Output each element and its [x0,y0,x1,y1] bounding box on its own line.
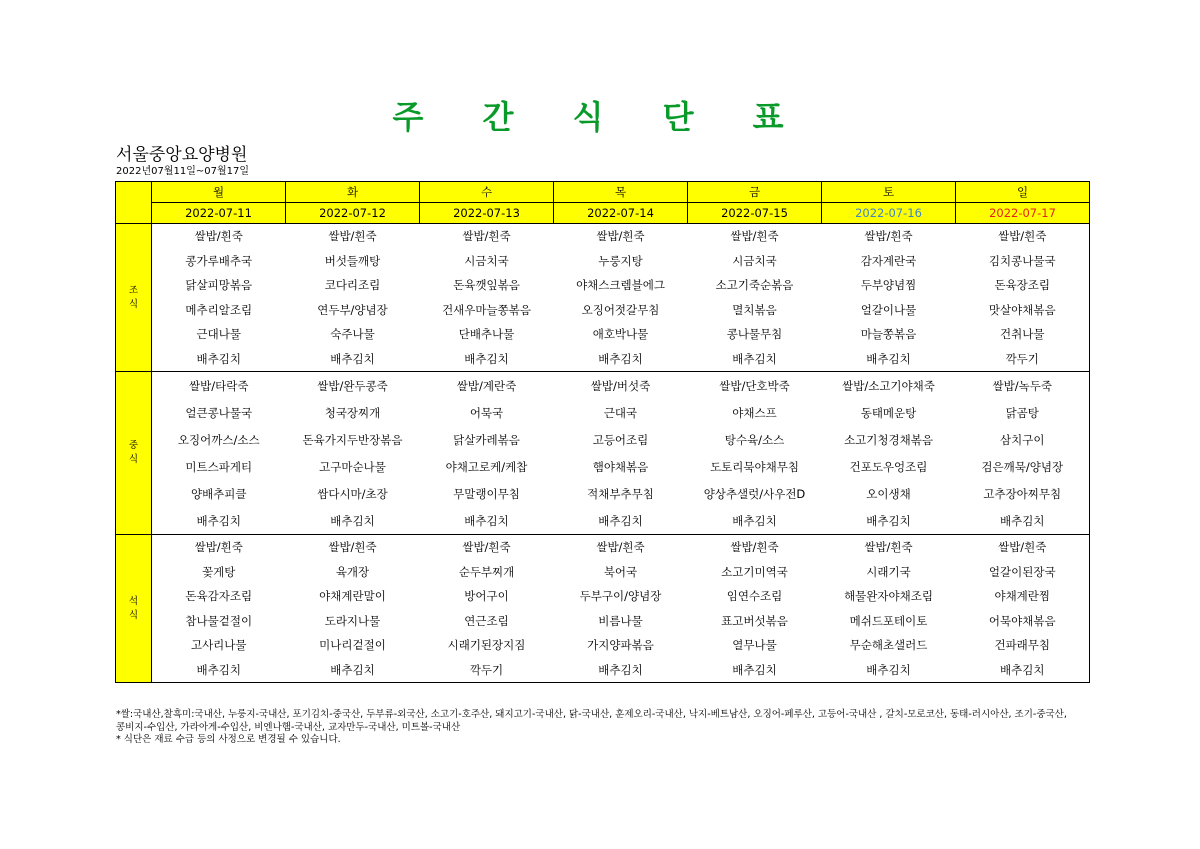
day-date: 2022-07-13 [420,203,554,224]
menu-item: 탕수육/소스 [724,432,785,447]
day-date: 2022-07-17 [956,203,1090,224]
menu-row [116,273,1090,298]
menu-item: 배추김치 [152,347,286,372]
menu-item: 고추장아찌무침 [956,480,1090,507]
menu-item: 미나리겉절이 [319,638,386,653]
menu-row [116,609,1090,634]
menu-item: 동태메운탕 [860,405,917,420]
menu-item: 깍두기 [956,347,1090,372]
menu-item: 버섯들깨탕 [324,253,381,268]
menu-row [116,426,1090,453]
menu-item: 쌀밥/녹두죽 [956,372,1090,400]
menu-item: 야채스크렘블에그 [576,278,665,293]
menu-item: 메추리알조림 [185,302,253,317]
menu-item: 배추김치 [822,658,956,683]
menu-item: 근대국 [603,405,638,420]
menu-item: 닭살카레볶음 [453,432,520,447]
menu-item: 메쉬드포테이토 [849,613,928,628]
menu-item: 돈육가지두반장볶음 [302,432,403,447]
menu-item: 어묵국 [469,405,504,420]
menu-item: 가지양파볶음 [587,638,654,653]
menu-item: 고구마순나물 [319,459,386,474]
menu-item: 어묵야채볶음 [956,609,1090,634]
menu-item: 오징어까스/소스 [177,432,260,447]
menu-item: 쌀밥/흰죽 [822,535,956,560]
menu-item: 얼큰콩나물국 [185,405,253,420]
menu-item: 근대나물 [196,327,241,342]
menu-item: 쌀밥/단호박죽 [688,372,822,400]
menu-item: 닭곰탕 [956,399,1090,426]
dinner-section [116,535,1090,683]
menu-item: 배추김치 [152,658,286,683]
menu-item: 건취나물 [956,322,1090,347]
menu-item: 쌀밥/흰죽 [956,535,1090,560]
menu-item: 양배추피클 [190,486,247,501]
menu-row [116,535,1090,560]
menu-item: 건포도우엉조림 [849,459,928,474]
day-name: 일 [956,182,1090,203]
menu-item: 배추김치 [420,507,554,535]
menu-item: 배추김치 [688,507,822,535]
menu-item: 연두부/양념장 [317,302,388,317]
menu-row [116,249,1090,274]
menu-row [116,298,1090,323]
day-name: 목 [554,182,688,203]
menu-item: 야채스프 [732,405,777,420]
menu-item: 얼갈이나물 [860,302,917,317]
menu-row [116,507,1090,535]
menu-item: 배추김치 [286,507,420,535]
menu-row [116,372,1090,400]
menu-item: 배추김치 [286,347,420,372]
lunch-section [116,372,1090,535]
menu-item: 무순해초샐러드 [849,638,928,653]
day-name: 금 [688,182,822,203]
menu-item: 코다리조림 [324,278,381,293]
menu-item: 배추김치 [152,507,286,535]
day-name-row [116,182,1090,203]
menu-item: 배추김치 [554,658,688,683]
menu-row [116,633,1090,658]
menu-item: 애호박나물 [592,327,649,342]
menu-item: 도라지나물 [324,613,381,628]
menu-item: 방어구이 [464,589,509,604]
meal-label-char: 식 [128,298,139,310]
menu-item: 야채고로케/케찹 [445,459,528,474]
menu-item: 쌀밥/흰죽 [152,224,286,249]
hospital-name: 서울중앙요양병원 [116,145,248,165]
menu-item: 숙주나물 [330,327,375,342]
menu-item: 쌀밥/타락죽 [152,372,286,400]
menu-item: 배추김치 [822,507,956,535]
menu-period: 2022년07월11일~07월17일 [116,166,250,177]
menu-item: 해물완자야채조림 [844,589,933,604]
meal-label-char: 식 [128,454,139,465]
menu-item: 배추김치 [956,658,1090,683]
menu-item: 배추김치 [286,658,420,683]
menu-item: 쌀밥/소고기야채죽 [822,372,956,400]
day-date: 2022-07-15 [688,203,822,224]
menu-item: 건파래무침 [956,633,1090,658]
meal-label [116,372,152,535]
meal-label [116,535,152,683]
menu-item: 북어국 [603,564,638,579]
day-name: 화 [286,182,420,203]
menu-item: 돈육장조림 [956,273,1090,298]
menu-item: 배추김치 [956,507,1090,535]
menu-item: 쌀밥/완두콩죽 [286,372,420,400]
day-date: 2022-07-14 [554,203,688,224]
menu-row [116,560,1090,585]
menu-item: 배추김치 [554,507,688,535]
menu-item: 콩가루배추국 [185,253,253,268]
menu-item: 쌀밥/흰죽 [822,224,956,249]
weekly-menu-table [115,181,1090,683]
menu-item: 맛살야채볶음 [956,298,1090,323]
menu-item: 쌀밥/흰죽 [420,535,554,560]
day-name: 수 [420,182,554,203]
menu-item: 배추김치 [688,347,822,372]
menu-item: 소고기미역국 [721,564,788,579]
menu-item: 검은깨묵/양념장 [956,453,1090,480]
menu-item: 표고버섯볶음 [721,613,788,628]
menu-item: 단배추나물 [458,327,515,342]
menu-item: 누룽지탕 [598,253,643,268]
menu-row [116,658,1090,683]
notes [116,709,1076,747]
menu-item: 미트스파게티 [185,459,253,474]
menu-item: 적채부추무침 [587,486,654,501]
menu-item: 배추김치 [822,347,956,372]
menu-item: 감자계란국 [860,253,917,268]
meal-label [116,224,152,372]
menu-item: 쌀밥/흰죽 [688,535,822,560]
menu-row [116,322,1090,347]
menu-item: 김치콩나물국 [956,249,1090,274]
menu-row [116,347,1090,372]
menu-item: 두부구이/양념장 [579,589,662,604]
menu-item: 삼치구이 [956,426,1090,453]
menu-item: 비름나물 [598,613,643,628]
menu-item: 깍두기 [420,658,554,683]
menu-item: 고사리나물 [190,638,247,653]
menu-item: 시금치국 [464,253,509,268]
menu-item: 돈육깻잎볶음 [453,278,520,293]
menu-item: 닭살피망볶음 [185,278,253,293]
menu-item: 도토리묵야채무침 [710,459,799,474]
menu-item: 돈육감자조림 [185,589,253,604]
menu-item: 쌀밥/흰죽 [554,224,688,249]
menu-item: 건새우마늘쫑볶음 [442,302,531,317]
day-name: 월 [152,182,286,203]
menu-item: 두부양념찜 [860,278,917,293]
breakfast-section [116,224,1090,372]
menu-item: 오이생채 [866,486,911,501]
menu-row [116,584,1090,609]
menu-item: 쌀밥/흰죽 [554,535,688,560]
menu-item: 무말랭이무침 [453,486,520,501]
menu-item: 마늘쫑볶음 [860,327,917,342]
meal-label-char: 중 [128,440,139,451]
menu-item: 쌀밥/흰죽 [286,535,420,560]
menu-item: 쌀밥/버섯죽 [554,372,688,400]
menu-item: 배추김치 [688,658,822,683]
menu-item: 시래기된장지짐 [447,638,526,653]
menu-item: 배추김치 [420,347,554,372]
menu-row [116,453,1090,480]
day-date: 2022-07-11 [152,203,286,224]
menu-item: 꽃게탕 [202,564,236,579]
header-corner [116,182,152,224]
menu-item: 쌈다시마/초장 [317,486,388,501]
menu-item: 야채계란찜 [956,584,1090,609]
menu-item: 고등어조림 [592,432,649,447]
origin-note: *쌀:국내산,찰흑미:국내산, 누룽지-국내산, 포기김치-중국산, 두부류-외국산, 소고기-호주산, 돼지고기-국내산, 닭-국내산, 훈제오리-국내산, 낙지-베트남산, 오징어-페루산, 고등어-국내산 , 갈치-모로코산, 동태-러시아산, 조기-중국산, 콩비지-수입산, 가라아게-수입산, 비엔나햄-국내산, 교자만두-국내산, 미트볼-국내산 [116,709,1067,733]
menu-row [116,480,1090,507]
menu-item: 얼갈이된장국 [956,560,1090,585]
menu-item: 양상추샐럿/사우전D [703,486,806,501]
meal-label-char: 조 [128,284,139,296]
meal-label-char: 식 [128,609,139,621]
page-title: 주 간 식 단 표 [392,98,808,136]
meal-label-char: 석 [128,595,139,607]
menu-item: 콩나물무침 [726,327,783,342]
menu-item: 소고기청경채볶음 [844,432,933,447]
menu-row [116,224,1090,249]
menu-item: 연근조림 [464,613,509,628]
menu-item: 청국장찌개 [324,405,381,420]
menu-item: 시래기국 [866,564,911,579]
menu-item: 소고기죽순볶음 [715,278,794,293]
menu-item: 순두부찌개 [458,564,515,579]
menu-item: 배추김치 [554,347,688,372]
menu-item: 야채계란말이 [319,589,386,604]
menu-item: 쌀밥/흰죽 [152,535,286,560]
menu-item: 햄야채볶음 [592,459,649,474]
menu-item: 멸치볶음 [732,302,777,317]
date-row [116,203,1090,224]
menu-item: 임연수조림 [726,589,783,604]
menu-item: 열무나물 [732,638,777,653]
change-note: * 식단은 재료 수급 등의 사정으로 변경될 수 있습니다. [116,734,341,745]
menu-item: 육개장 [335,564,370,579]
menu-item: 쌀밥/흰죽 [420,224,554,249]
menu-row [116,399,1090,426]
day-date: 2022-07-16 [822,203,956,224]
menu-item: 쌀밥/흰죽 [956,224,1090,249]
menu-item: 시금치국 [732,253,777,268]
day-name: 토 [822,182,956,203]
menu-item: 오징어젓갈무침 [581,302,660,317]
menu-item: 쌀밥/계란죽 [420,372,554,400]
menu-item: 참나물겉절이 [185,613,253,628]
menu-item: 쌀밥/흰죽 [688,224,822,249]
menu-item: 쌀밥/흰죽 [286,224,420,249]
day-date: 2022-07-12 [286,203,420,224]
